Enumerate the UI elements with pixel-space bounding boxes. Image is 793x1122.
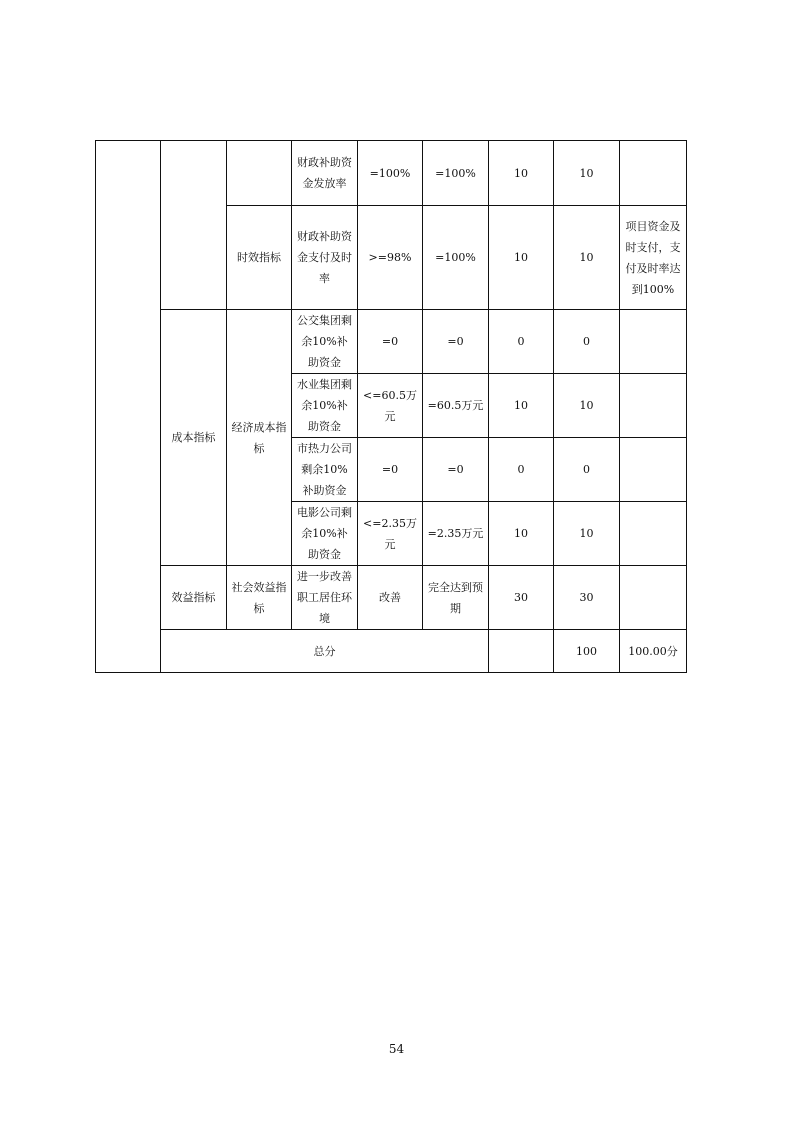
indicator-cell: 进一步改善职工居住环境 bbox=[292, 566, 358, 630]
target-cell: 改善 bbox=[358, 566, 423, 630]
indicator-cell: 财政补助资金支付及时率 bbox=[292, 206, 358, 310]
score-cell: 10 bbox=[554, 141, 620, 206]
level2-cell: 成本指标 bbox=[161, 310, 227, 566]
total-row bbox=[96, 630, 687, 673]
weight-cell: 0 bbox=[489, 310, 554, 374]
score-cell: 0 bbox=[554, 438, 620, 502]
level1-cell bbox=[96, 141, 161, 673]
weight-cell: 10 bbox=[489, 374, 554, 438]
level3-cell: 时效指标 bbox=[227, 206, 292, 310]
score-cell: 30 bbox=[554, 566, 620, 630]
table-row bbox=[96, 141, 687, 206]
total-actual-cell bbox=[489, 630, 554, 673]
indicator-cell: 公交集团剩余10%补助资金 bbox=[292, 310, 358, 374]
actual-cell: =0 bbox=[423, 310, 489, 374]
note-cell bbox=[620, 438, 687, 502]
indicator-cell: 财政补助资金发放率 bbox=[292, 141, 358, 206]
target-cell: =0 bbox=[358, 310, 423, 374]
actual-cell: =100% bbox=[423, 141, 489, 206]
level2-cell bbox=[161, 141, 227, 310]
target-cell: <=2.35万元 bbox=[358, 502, 423, 566]
total-label: 总分 bbox=[161, 630, 489, 673]
score-cell: 10 bbox=[554, 502, 620, 566]
weight-cell: 0 bbox=[489, 438, 554, 502]
note-cell bbox=[620, 566, 687, 630]
note-cell bbox=[620, 502, 687, 566]
target-cell: >=98% bbox=[358, 206, 423, 310]
score-cell: 10 bbox=[554, 206, 620, 310]
score-cell: 10 bbox=[554, 374, 620, 438]
weight-cell: 10 bbox=[489, 141, 554, 206]
indicator-cell: 电影公司剩余10%补助资金 bbox=[292, 502, 358, 566]
weight-cell: 30 bbox=[489, 566, 554, 630]
score-cell: 0 bbox=[554, 310, 620, 374]
note-cell bbox=[620, 374, 687, 438]
level3-cell: 社会效益指标 bbox=[227, 566, 292, 630]
total-weight-cell: 100 bbox=[554, 630, 620, 673]
target-cell: =0 bbox=[358, 438, 423, 502]
weight-cell: 10 bbox=[489, 206, 554, 310]
table-row bbox=[96, 310, 687, 374]
note-cell bbox=[620, 141, 687, 206]
indicator-cell: 市热力公司剩余10%补助资金 bbox=[292, 438, 358, 502]
target-cell: =100% bbox=[358, 141, 423, 206]
actual-cell: =2.35万元 bbox=[423, 502, 489, 566]
table-row bbox=[96, 566, 687, 630]
performance-table bbox=[95, 140, 687, 673]
note-cell bbox=[620, 310, 687, 374]
actual-cell: =60.5万元 bbox=[423, 374, 489, 438]
level2-cell: 效益指标 bbox=[161, 566, 227, 630]
page-number: 54 bbox=[388, 1042, 405, 1056]
actual-cell: =0 bbox=[423, 438, 489, 502]
level3-cell: 经济成本指标 bbox=[227, 310, 292, 566]
note-cell: 项目资金及时支付，支付及时率达到100% bbox=[620, 206, 687, 310]
actual-cell: 完全达到预期 bbox=[423, 566, 489, 630]
target-cell: <=60.5万元 bbox=[358, 374, 423, 438]
actual-cell: =100% bbox=[423, 206, 489, 310]
level3-cell bbox=[227, 141, 292, 206]
indicator-cell: 水业集团剩余10%补助资金 bbox=[292, 374, 358, 438]
total-score-cell: 100.00分 bbox=[620, 630, 687, 673]
weight-cell: 10 bbox=[489, 502, 554, 566]
